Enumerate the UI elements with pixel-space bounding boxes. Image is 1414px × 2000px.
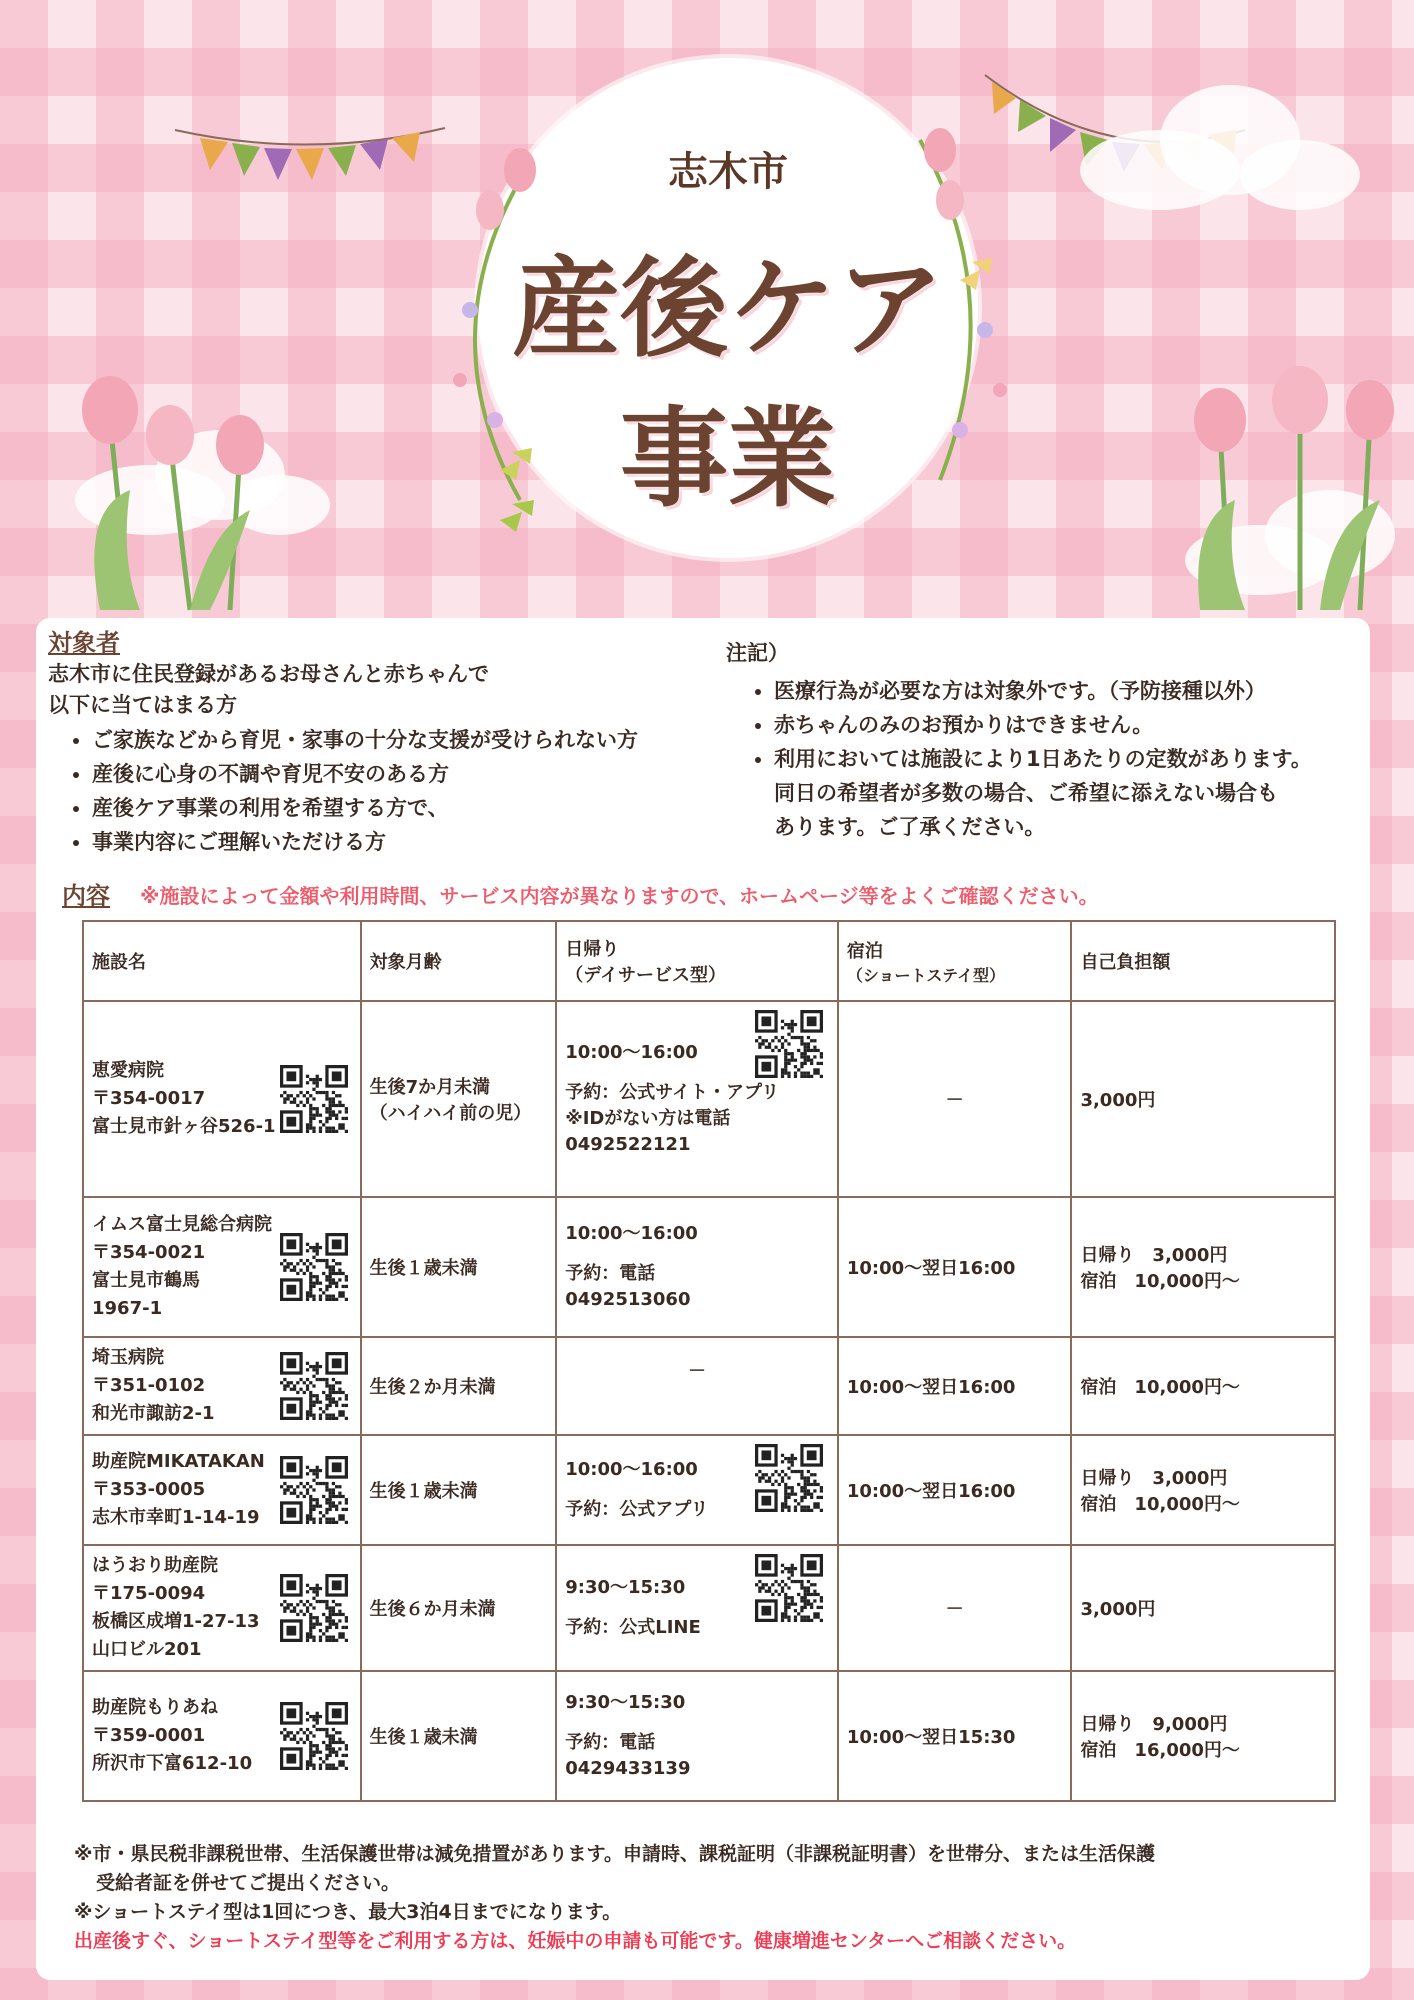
footer-line3: ※ショートステイ型は1回につき、最大3泊4日までになります。 xyxy=(74,1901,622,1923)
facility-cell-line: 山口ビル201 xyxy=(92,1639,202,1660)
day-service-cell xyxy=(556,1671,838,1801)
fee-cell-text xyxy=(1080,1241,1326,1293)
target-intro-line2: 以下に当てはまる方 xyxy=(48,693,237,717)
short-stay-cell xyxy=(838,1197,1072,1337)
day-service-cell xyxy=(556,1545,838,1671)
fee-cell-line: 3,000円 xyxy=(1080,1599,1156,1620)
notes-section xyxy=(726,636,1366,844)
contents-heading: 内容 xyxy=(62,882,110,910)
tulip-right-decoration xyxy=(1150,350,1410,620)
day-service-cell xyxy=(556,1337,838,1435)
note-item: • 利用においては施設により1日あたりの定数があります。 xyxy=(774,742,1366,776)
facility-cell xyxy=(83,1671,361,1801)
day-service-cell xyxy=(556,1197,838,1337)
facility-cell-line: 板橋区成増1-27-13 xyxy=(92,1611,260,1632)
facility-cell-line: 〒359-0001 xyxy=(92,1725,206,1746)
short-stay-cell-text xyxy=(847,1086,1063,1112)
facility-cell-line: 〒353-0005 xyxy=(92,1479,206,1500)
facility-cell xyxy=(83,1197,361,1337)
short-stay-cell-line: 10:00～翌日16:00 xyxy=(846,1481,1016,1502)
facility-cell xyxy=(83,1001,361,1197)
note-continuation-line2: あります。ご了承ください。 xyxy=(774,815,1046,839)
day-service-cell xyxy=(556,1435,838,1545)
short-stay-cell-text xyxy=(847,1477,1063,1503)
day-service-cell-line: ※IDがない方は電話 xyxy=(565,1108,731,1129)
day-service-cell-line: 0429433139 xyxy=(565,1758,691,1779)
fee-cell-text xyxy=(1080,1373,1326,1399)
age-cell-text xyxy=(370,1254,548,1280)
contents-note: ※施設によって金額や利用時間、サービス内容が異なりますので、ホームページ等をよくご確認ください。 xyxy=(140,884,1099,908)
day-service-cell-line xyxy=(565,1716,829,1730)
facility-cell-line: 助産院もりあね xyxy=(92,1697,218,1718)
header-fee: 自己負担額 xyxy=(1071,921,1335,1001)
facility-cell-line: 所沢市下富612-10 xyxy=(92,1753,253,1774)
day-service-cell-line: 10:00～16:00 xyxy=(565,1042,698,1063)
table-row xyxy=(83,1435,1335,1545)
note-item: • 赤ちゃんのみのお預かりはできません。 xyxy=(774,708,1366,742)
facility-cell-line: 〒175-0094 xyxy=(92,1583,206,1604)
day-service-cell-line: 10:00～16:00 xyxy=(565,1459,698,1480)
qr-code-icon xyxy=(280,1352,348,1420)
header-day-line2: （デイサービス型） xyxy=(565,965,726,986)
note-continuation-line1: 同日の希望者が多数の場合、ご希望に添えない場合も xyxy=(774,781,1278,805)
fee-cell xyxy=(1071,1545,1335,1671)
qr-code-icon xyxy=(280,1702,348,1770)
fee-cell-text xyxy=(1080,1086,1326,1112)
table-header-row xyxy=(83,921,1335,1001)
notes-heading: 注記） xyxy=(726,641,789,665)
target-intro-line1: 志木市に住民登録があるお母さんと赤ちゃんで xyxy=(48,662,489,686)
short-stay-cell-text xyxy=(847,1254,1063,1280)
fee-cell xyxy=(1071,1671,1335,1801)
short-stay-cell-line: － xyxy=(945,1090,964,1111)
fee-cell-line: 日帰り 3,000円 xyxy=(1080,1245,1228,1266)
target-item: • 事業内容にご理解いただける方 xyxy=(92,825,728,859)
target-item: • ご家族などから育児・家事の十分な支援が受けられない方 xyxy=(92,723,728,757)
fee-cell xyxy=(1071,1337,1335,1435)
target-item: • 産後に心身の不調や育児不安のある方 xyxy=(92,757,728,791)
age-cell-line: 生後１歳未満 xyxy=(369,1258,478,1279)
facility-cell-line: 志木市幸町1-14-19 xyxy=(92,1507,260,1528)
day-service-cell-line: 0492513060 xyxy=(565,1289,691,1310)
day-service-cell-text xyxy=(565,1690,829,1782)
short-stay-cell-text xyxy=(847,1595,1063,1621)
fee-cell-line: 宿泊 10,000円～ xyxy=(1080,1494,1240,1515)
facility-cell-line: はうおり助産院 xyxy=(92,1555,218,1576)
day-service-cell-line: 予約：電話 xyxy=(565,1732,656,1753)
day-service-cell-line: 予約：公式サイト・アプリ xyxy=(565,1082,780,1103)
table-body xyxy=(83,1001,1335,1801)
qr-code-icon xyxy=(280,1065,348,1133)
footer-line4: 出産後すぐ、ショートステイ型等をご利用する方は、妊娠中の申請も可能です。健康増進センターへご相談ください。 xyxy=(74,1930,1077,1952)
header-facility: 施設名 xyxy=(83,921,361,1001)
table-row xyxy=(83,1545,1335,1671)
short-stay-cell xyxy=(838,1671,1072,1801)
age-cell-text xyxy=(370,1477,548,1503)
city-name: 志木市 xyxy=(668,149,788,195)
fee-cell-text xyxy=(1080,1464,1326,1516)
age-cell-text xyxy=(370,1373,548,1399)
age-cell-text xyxy=(370,1723,548,1749)
short-stay-cell xyxy=(838,1337,1072,1435)
tulip-left-decoration xyxy=(40,360,300,620)
fee-cell-line: 宿泊 16,000円～ xyxy=(1080,1740,1240,1761)
footer-line1: ※市・県民税非課税世帯、生活保護世帯は減免措置があります。申請時、課税証明（非課税証明書）を世帯分、または生活保護 xyxy=(74,1843,1155,1865)
short-stay-cell xyxy=(838,1545,1072,1671)
age-cell-text xyxy=(370,1595,548,1621)
fee-cell xyxy=(1071,1197,1335,1337)
short-stay-cell-line: 10:00～翌日16:00 xyxy=(846,1377,1016,1398)
day-service-cell-line: 予約：公式LINE xyxy=(565,1617,701,1638)
age-cell-line: 生後１歳未満 xyxy=(369,1481,478,1502)
facility-cell xyxy=(83,1545,361,1671)
age-cell xyxy=(361,1435,557,1545)
age-cell-line: 生後１歳未満 xyxy=(369,1727,478,1748)
qr-code-icon xyxy=(280,1233,348,1301)
facility-cell-line: 〒354-0021 xyxy=(92,1242,206,1263)
fee-cell-line: 日帰り 3,000円 xyxy=(1080,1468,1228,1489)
facility-cell-line: イムス富士見総合病院 xyxy=(92,1214,272,1235)
header-banner xyxy=(0,0,1414,620)
header-day xyxy=(556,921,838,1001)
facility-cell-line: 富士見市鶴馬 xyxy=(92,1270,200,1291)
header-stay-line2: （ショートステイ型） xyxy=(846,965,1005,985)
fee-cell-line: 3,000円 xyxy=(1080,1090,1156,1111)
short-stay-cell-text xyxy=(847,1723,1063,1749)
facility-cell-line: 恵愛病院 xyxy=(92,1060,164,1081)
fee-cell-text xyxy=(1080,1710,1326,1762)
day-service-cell-line: 予約：公式アプリ xyxy=(565,1499,709,1520)
facility-cell-line: 助産院MIKATAKAN xyxy=(92,1451,265,1472)
fee-cell xyxy=(1071,1435,1335,1545)
facility-cell xyxy=(83,1337,361,1435)
qr-code-icon xyxy=(755,1444,823,1512)
day-service-cell xyxy=(556,1001,838,1197)
short-stay-cell-line: 10:00～翌日16:00 xyxy=(846,1258,1016,1279)
target-list xyxy=(48,723,728,859)
notes-list xyxy=(726,674,1366,776)
fee-cell-line: 宿泊 10,000円～ xyxy=(1080,1271,1240,1292)
day-service-cell-line xyxy=(565,1247,829,1261)
fee-cell-text xyxy=(1080,1595,1326,1621)
facility-cell-line: 〒354-0017 xyxy=(92,1088,206,1109)
age-cell-line: 生後7か月未満 xyxy=(369,1077,491,1098)
day-service-cell-line: 0492522121 xyxy=(565,1134,691,1155)
footer-line2: 受給者証を併せてご提出ください。 xyxy=(96,1872,401,1894)
day-service-cell-text xyxy=(565,1359,829,1385)
day-service-cell-text xyxy=(565,1221,829,1313)
table-row xyxy=(83,1001,1335,1197)
day-service-cell-line: 9:30～15:30 xyxy=(565,1692,686,1713)
table-row xyxy=(83,1337,1335,1435)
short-stay-cell xyxy=(838,1001,1072,1197)
page-title-line1: 産後ケア xyxy=(511,247,944,372)
short-stay-cell-line: － xyxy=(945,1599,964,1620)
cloud-right-decoration xyxy=(1070,70,1360,220)
facility-cell-line: 埼玉病院 xyxy=(92,1347,164,1368)
day-service-cell-line: 9:30～15:30 xyxy=(565,1577,686,1598)
fee-cell xyxy=(1071,1001,1335,1197)
fee-cell-line: 日帰り 9,000円 xyxy=(1080,1714,1228,1735)
target-item: • 産後ケア事業の利用を希望する方で、 xyxy=(92,791,728,825)
note-item: • 医療行為が必要な方は対象外です。（予防接種以外） xyxy=(774,674,1366,708)
facility-cell xyxy=(83,1435,361,1545)
page-title-line2: 事業 xyxy=(619,397,836,522)
header-stay-line1: 宿泊 xyxy=(846,940,883,962)
age-cell-line: （ハイハイ前の児） xyxy=(369,1103,532,1124)
facility-cell-line: 〒351-0102 xyxy=(92,1375,206,1396)
age-cell-line: 生後６か月未満 xyxy=(369,1599,496,1620)
qr-code-icon xyxy=(755,1554,823,1622)
header-stay xyxy=(838,921,1072,1001)
day-service-cell-line: － xyxy=(688,1361,707,1382)
age-cell-text xyxy=(370,1073,548,1125)
facility-cell-line: 富士見市針ヶ谷526-1 xyxy=(92,1116,276,1137)
short-stay-cell-line: 10:00～翌日15:30 xyxy=(846,1727,1016,1748)
header-day-line1: 日帰り xyxy=(565,939,620,960)
header-age: 対象月齢 xyxy=(361,921,557,1001)
table-row xyxy=(83,1197,1335,1337)
target-section xyxy=(48,628,728,859)
day-service-cell-line: 予約：電話 xyxy=(565,1263,656,1284)
age-cell xyxy=(361,1001,557,1197)
fee-cell-line: 宿泊 10,000円～ xyxy=(1080,1377,1240,1398)
target-heading: 対象者 xyxy=(48,629,120,657)
short-stay-cell xyxy=(838,1435,1072,1545)
footer-notes xyxy=(74,1840,1344,1956)
table-row xyxy=(83,1671,1335,1801)
age-cell-line: 生後２か月未満 xyxy=(369,1377,496,1398)
age-cell xyxy=(361,1197,557,1337)
qr-code-icon xyxy=(755,1010,823,1078)
facility-cell-line: 1967-1 xyxy=(92,1298,163,1319)
qr-code-icon xyxy=(280,1574,348,1642)
age-cell xyxy=(361,1337,557,1435)
qr-code-icon xyxy=(280,1456,348,1524)
age-cell xyxy=(361,1545,557,1671)
facility-table xyxy=(82,920,1336,1802)
short-stay-cell-text xyxy=(847,1373,1063,1399)
facility-cell-line: 和光市諏訪2-1 xyxy=(92,1403,215,1424)
day-service-cell-line: 10:00～16:00 xyxy=(565,1223,698,1244)
age-cell xyxy=(361,1671,557,1801)
